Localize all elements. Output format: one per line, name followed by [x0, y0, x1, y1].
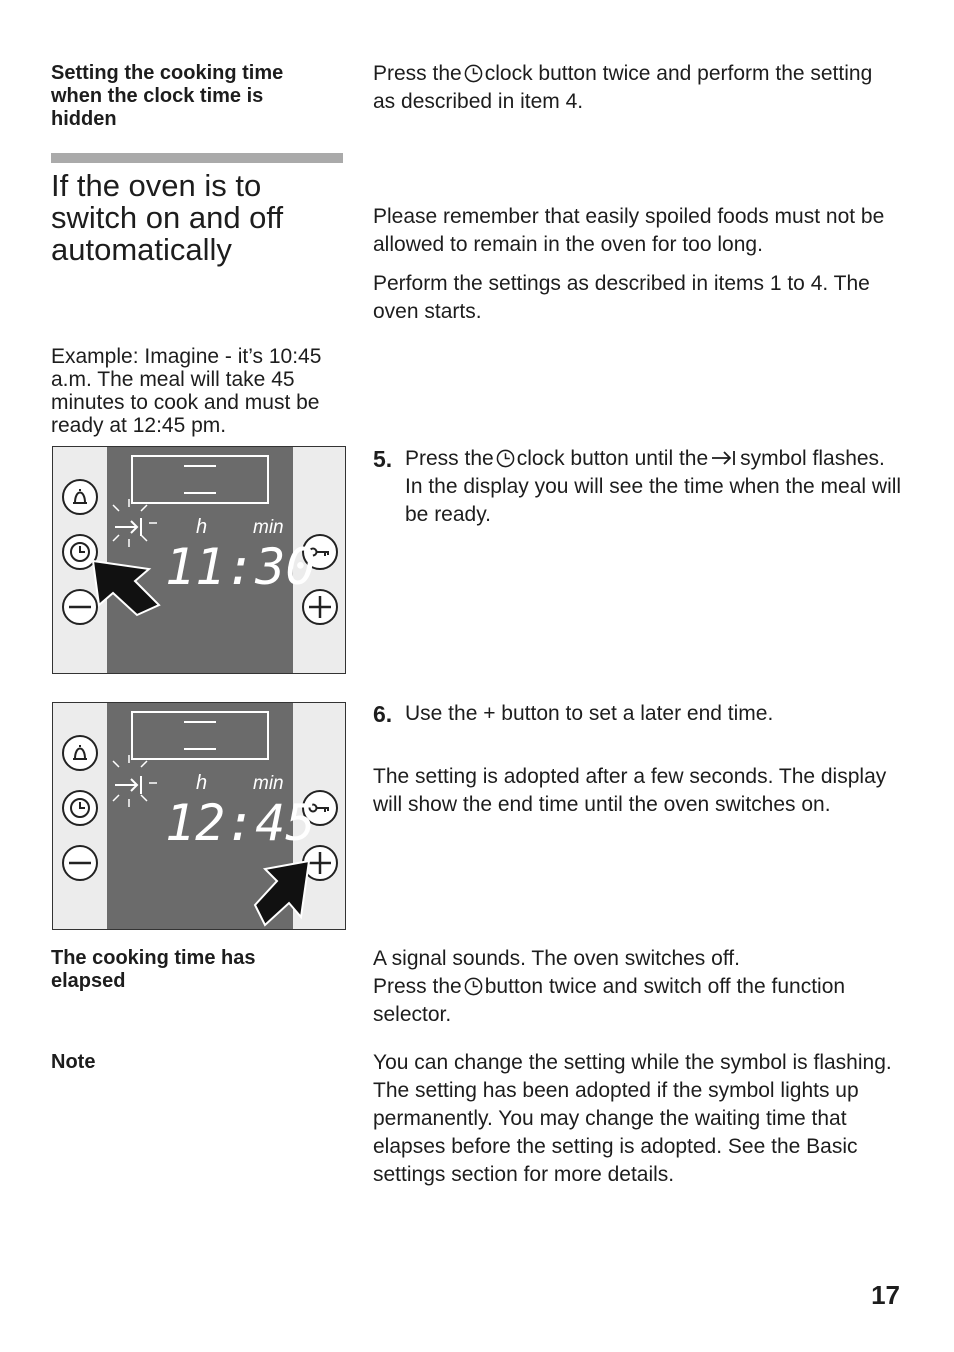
step-5-text-a: Press the: [405, 447, 494, 470]
step-5-text-d: In the display you will see the time when the meal will be ready.: [405, 475, 902, 526]
unit-h: h: [196, 516, 208, 538]
step-5-text: [405, 445, 905, 529]
minus-icon: [63, 846, 97, 880]
step-5-text-c: symbol flashes.: [740, 447, 885, 470]
bell-icon: [63, 480, 97, 514]
page-number: 17: [871, 1280, 900, 1310]
oven-control-panel-1: [52, 446, 346, 674]
section1-text-b: clock button twice and perform the setting as described in item 4.: [373, 62, 873, 113]
unit-min: min: [253, 773, 284, 794]
minus-icon: [63, 590, 97, 624]
elapsed-line-1: A signal sounds. The oven switches off.: [373, 947, 740, 970]
unit-h: h: [196, 772, 208, 794]
step-6-after-text: The setting is adopted after a few seconds. The display will show the end time until the oven switches on.: [373, 765, 887, 816]
end-time-icon: [711, 450, 737, 466]
note-heading: Note: [51, 1051, 96, 1073]
elapsed-line-2a: Press the: [373, 975, 462, 998]
clock-icon: [464, 64, 483, 83]
main-heading: If the oven is to switch on and off automatically: [51, 168, 284, 267]
clock-icon: [63, 535, 97, 569]
intro-paragraph-1: Please remember that easily spoiled foods must not be allowed to remain in the oven for too long.: [373, 205, 885, 256]
clock-icon: [63, 791, 97, 825]
elapsed-heading: The cooking time has elapsed: [51, 947, 256, 992]
section1-text-a: Press the: [373, 62, 462, 85]
note-text: You can change the setting while the symbol is flashing. The setting has been adopted if the symbol lights up permanently. You may change the waiting time that elapses before the setting is adopted. See the Basic settings section for more details.: [373, 1051, 892, 1186]
unit-min: min: [253, 517, 284, 538]
elapsed-line-2b: button twice and switch off the function selector.: [373, 975, 846, 1026]
intro-paragraph-2: Perform the settings as described in items 1 to 4. The oven starts.: [373, 272, 870, 323]
step-5-text-b: clock button until the: [516, 447, 709, 470]
step-6-text: Use the + button to set a later end time.: [405, 702, 774, 725]
bell-icon: [63, 736, 97, 770]
lcd-time-display: 11:30: [165, 538, 316, 596]
step-6-number: 6.: [373, 701, 393, 727]
section-heading-clock-hidden: Setting the cooking time when the clock time is hidden: [51, 62, 284, 130]
section1-text: [373, 60, 873, 116]
clock-icon: [496, 449, 515, 468]
oven-control-panel-2: [52, 702, 346, 930]
section-rule: [51, 153, 343, 163]
elapsed-text: [373, 945, 903, 1029]
lcd-time-display: 12:45: [165, 794, 316, 852]
clock-icon: [464, 977, 483, 996]
example-text: Example: Imagine - it’s 10:45 a.m. The meal will take 45 minutes to cook and must be ready at 12:45 pm.: [51, 345, 322, 437]
step-5-number: 5.: [373, 446, 393, 472]
